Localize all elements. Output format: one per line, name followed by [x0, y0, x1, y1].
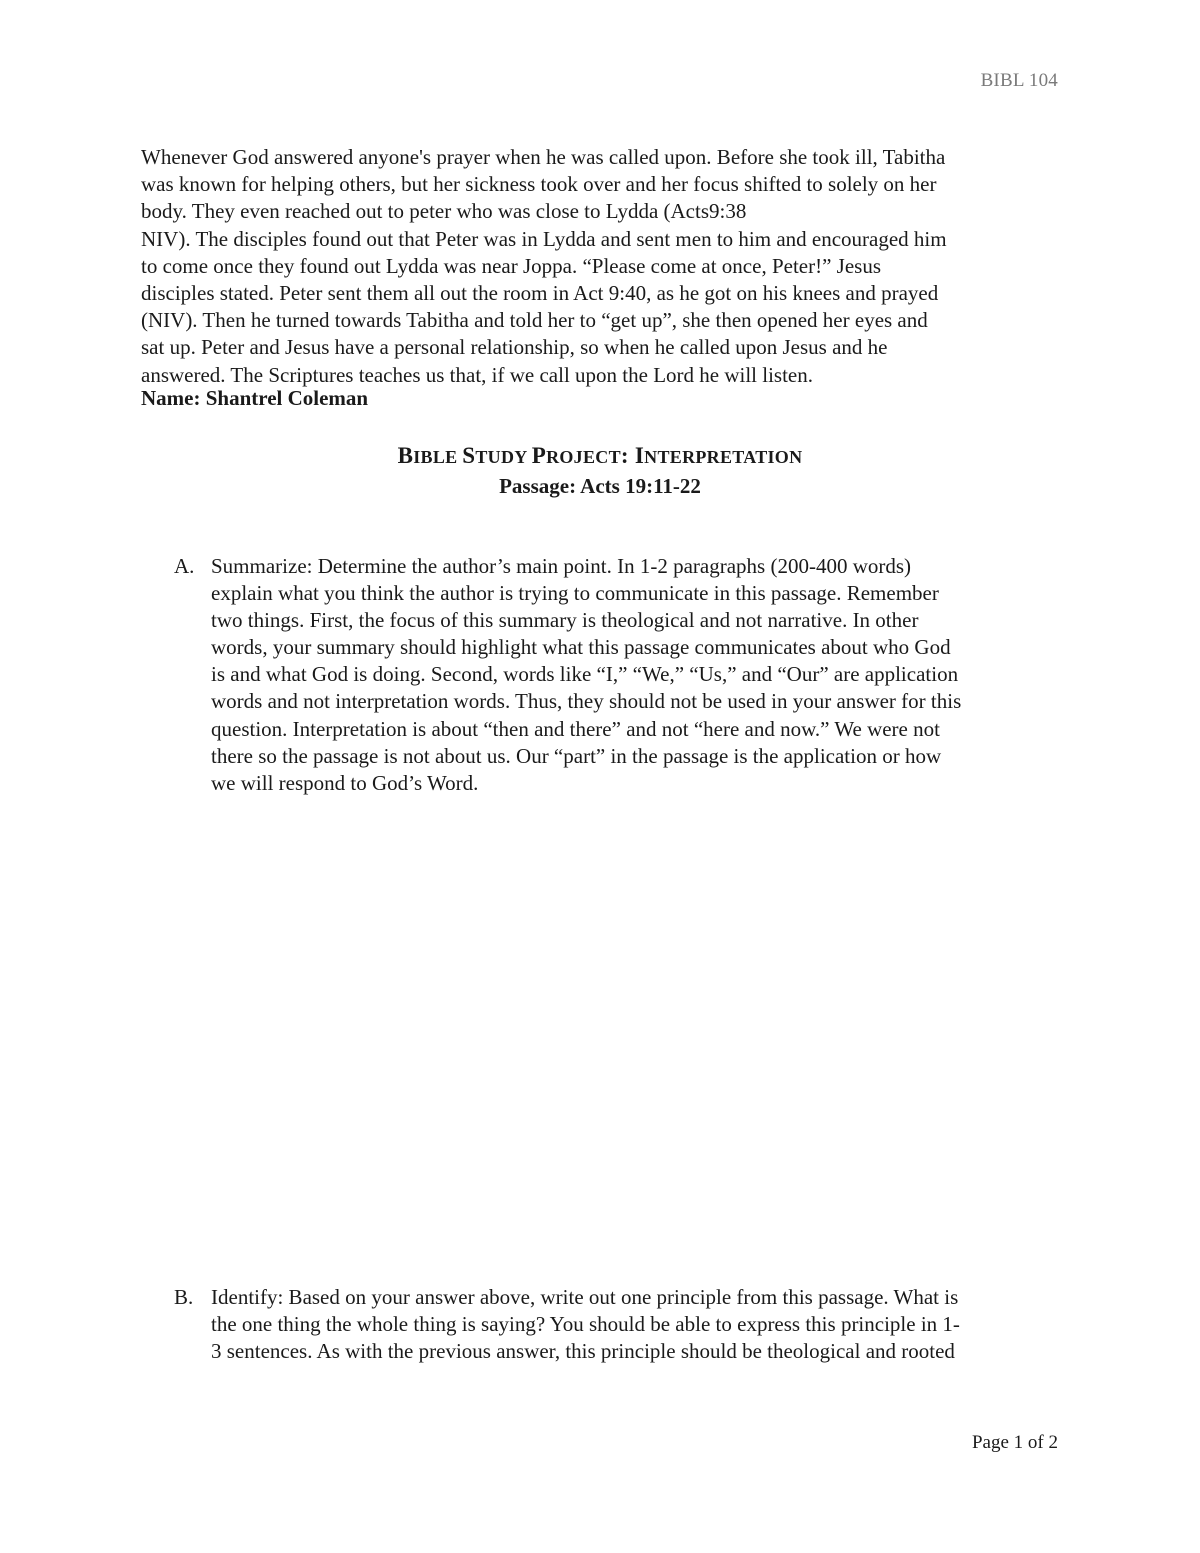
question-line: 3 sentences. As with the previous answer, this principle should be theological and rooted [211, 1339, 955, 1364]
question-line: is and what God is doing. Second, words like “I,” “We,” “Us,” and “Our” are application [211, 662, 959, 687]
question-a [174, 553, 1064, 797]
question-line: we will respond to God’s Word. [211, 770, 479, 795]
question-marker: B. [174, 1285, 194, 1309]
question-text [211, 1284, 1064, 1365]
intro-line: to come once they found out Lydda was near Joppa. “Please come at once, Peter!” Jesus [141, 253, 882, 278]
document-title-block [0, 442, 1200, 501]
student-name: Name: Shantrel Coleman [141, 386, 369, 410]
intro-line: (NIV). Then he turned towards Tabitha and told her to “get up”, she then opened her eyes and [141, 308, 928, 333]
intro-line: body. They even reached out to peter who was close to Lydda (Acts9:38 [141, 199, 747, 224]
page-number-footer: Page 1 of 2 [971, 1432, 1058, 1453]
question-line: Identify: Based on your answer above, write out one principle from this passage. What is [211, 1285, 959, 1309]
question-line: question. Interpretation is about “then and there” and not “here and now.” We were not [211, 716, 940, 741]
intro-paragraph [141, 144, 1061, 389]
question-line: explain what you think the author is trying to communicate in this passage. Remember [211, 581, 939, 606]
intro-line: answered. The Scriptures teaches us that, if we call upon the Lord he will listen. [141, 362, 813, 387]
document-title: BIBLE STUDY PROJECT: INTERPRETATION [397, 443, 803, 468]
course-code-header: BIBL 104 [980, 70, 1058, 91]
question-line: words, your summary should highlight what this passage communicates about who God [211, 635, 951, 660]
question-text [211, 553, 1064, 797]
intro-line: NIV). The disciples found out that Peter was in Lydda and sent men to him and encouraged him [141, 226, 947, 251]
question-line: two things. First, the focus of this summary is theological and not narrative. In other [211, 608, 919, 633]
passage-reference: Passage: Acts 19:11-22 [499, 474, 701, 498]
intro-line: Whenever God answered anyone's prayer when he was called upon. Before she took ill, Tabitha [141, 145, 946, 169]
question-line: there so the passage is not about us. Our “part” in the passage is the application or how [211, 743, 942, 768]
question-marker: A. [174, 554, 195, 578]
question-line: Summarize: Determine the author’s main point. In 1-2 paragraphs (200-400 words) [211, 554, 912, 578]
intro-line: disciples stated. Peter sent them all out the room in Act 9:40, as he got on his knees and prayed [141, 281, 939, 306]
question-line: the one thing the whole thing is saying? You should be able to express this principle in 1- [211, 1312, 960, 1337]
question-line: words and not interpretation words. Thus, they should not be used in your answer for this [211, 689, 962, 714]
intro-line: sat up. Peter and Jesus have a personal relationship, so when he called upon Jesus and he [141, 335, 888, 360]
question-b [174, 1284, 1064, 1365]
intro-line: was known for helping others, but her sickness took over and her focus shifted to solely on her [141, 172, 937, 197]
